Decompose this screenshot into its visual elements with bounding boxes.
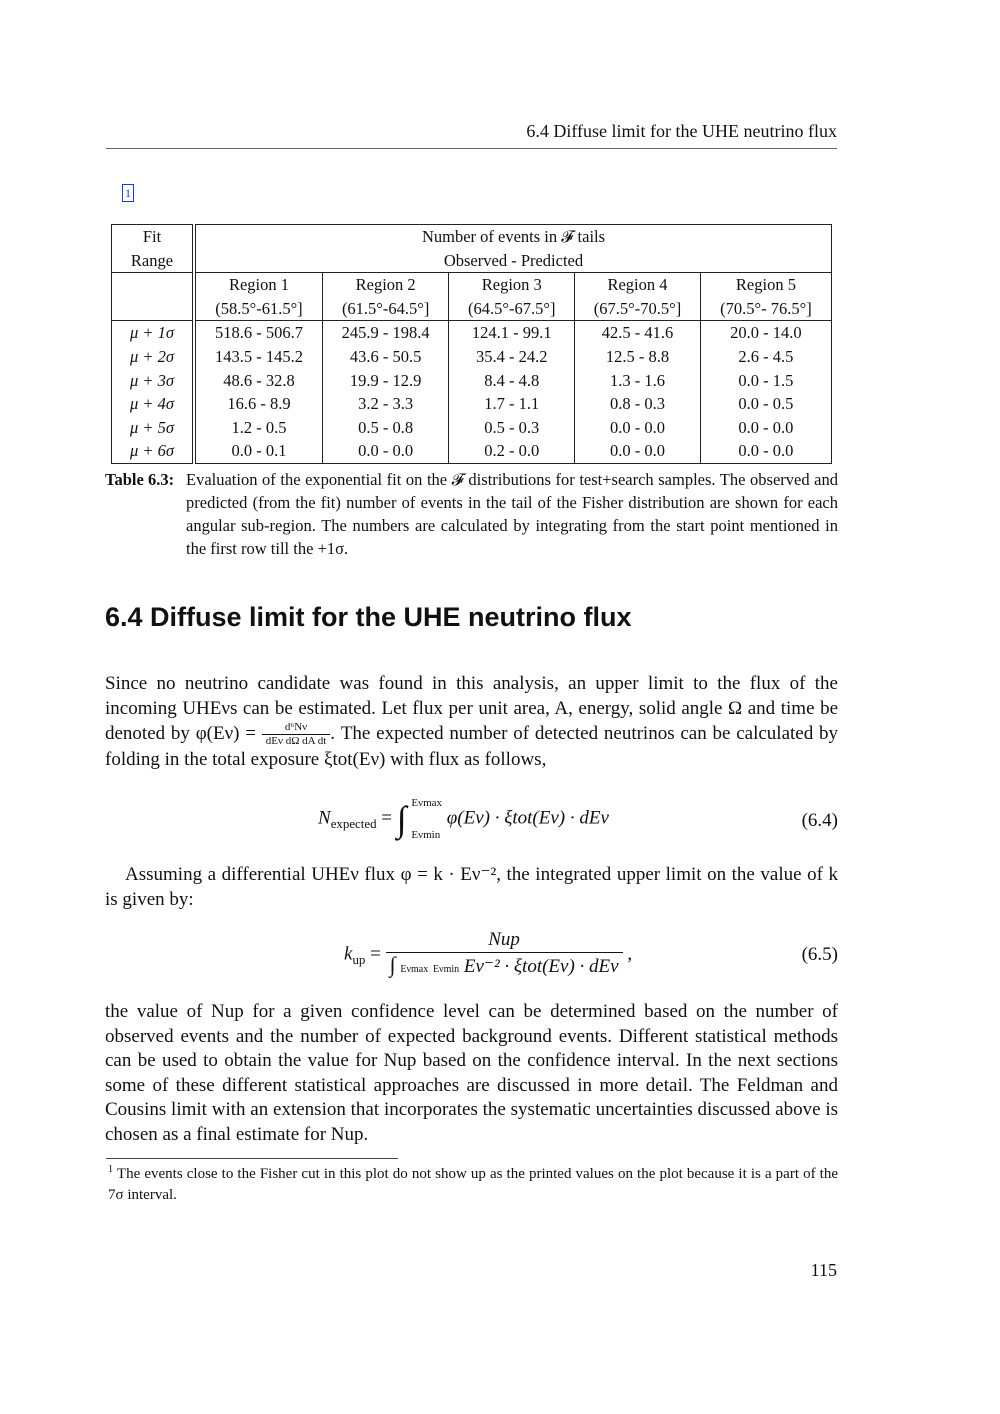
fit-range-cell: μ + 4σ xyxy=(112,392,195,416)
region-name: Region 1 xyxy=(194,273,322,297)
region-range: (61.5°-64.5°] xyxy=(322,297,448,321)
table-cell: 0.0 - 0.0 xyxy=(700,439,831,463)
integral-lower-limit: Eνmin xyxy=(432,964,460,975)
table-cell: 1.7 - 1.1 xyxy=(449,392,575,416)
table-cell: 16.6 - 8.9 xyxy=(194,392,322,416)
equation-lhs-subscript: up xyxy=(352,952,366,968)
table-cell: 20.0 - 14.0 xyxy=(700,321,831,345)
flux-fraction xyxy=(262,721,331,748)
table-subtitle: Observed - Predicted xyxy=(443,250,584,270)
table-header-row xyxy=(112,249,832,273)
table-cell: 35.4 - 24.2 xyxy=(449,345,575,369)
table-cell: 518.6 - 506.7 xyxy=(194,321,322,345)
footnote xyxy=(108,1164,838,1206)
table-cell: 8.4 - 4.8 xyxy=(449,369,575,393)
table-cell: 43.6 - 50.5 xyxy=(322,345,448,369)
table-cell: 0.0 - 0.0 xyxy=(575,416,701,440)
caption-label: Table 6.3: xyxy=(105,470,175,489)
table-cell: 1.2 - 0.5 xyxy=(194,416,322,440)
page-number: 115 xyxy=(810,1260,837,1280)
equation-lhs-subscript: expected xyxy=(330,816,377,832)
fraction-denominator xyxy=(386,953,623,982)
equation-lhs: N xyxy=(318,807,331,829)
table-cell: 2.6 - 4.5 xyxy=(700,345,831,369)
fit-range-cell: μ + 1σ xyxy=(112,321,195,345)
table-cell: 0.0 - 0.5 xyxy=(700,392,831,416)
table-row xyxy=(112,369,832,393)
table-cell: 0.0 - 0.1 xyxy=(194,439,322,463)
table-cell: 0.8 - 0.3 xyxy=(575,392,701,416)
table-cell: 42.5 - 41.6 xyxy=(575,321,701,345)
table-cell: 48.6 - 32.8 xyxy=(194,369,322,393)
fit-header-label: Range xyxy=(130,250,174,270)
integral-limits xyxy=(411,796,442,842)
integral-icon: ∫ xyxy=(389,952,396,977)
running-title: 6.4 Diffuse limit for the UHE neutrino flux xyxy=(526,121,837,141)
fraction-denominator: dEν dΩ dA dt xyxy=(265,735,327,747)
section-heading: 6.4 Diffuse limit for the UHE neutrino flux xyxy=(105,602,632,632)
equation-expected-events: $N_{expected}$ = ∫ Eνmax Eνmin φ(Eν) · ξtot(Eν) · dEν xyxy=(318,797,609,841)
table-cell: 0.0 - 1.5 xyxy=(700,369,831,393)
fit-range-cell: μ + 5σ xyxy=(112,416,195,440)
table-cell: 143.5 - 145.2 xyxy=(194,345,322,369)
region-range: (70.5°- 76.5°] xyxy=(700,297,831,321)
equation-integrand: φ(Eν) · ξtot(Eν) · dEν xyxy=(446,807,609,829)
table-caption xyxy=(105,468,838,560)
table-row xyxy=(112,345,832,369)
integral-lower-limit: Eνmin xyxy=(411,829,441,841)
running-header xyxy=(106,121,837,149)
integral-upper-limit: Eνmax xyxy=(411,797,443,809)
equation-lhs: k xyxy=(344,943,353,965)
upper-limit-fraction xyxy=(386,928,623,982)
table-title: Number of events in 𝓕 tails xyxy=(421,227,606,246)
table-cell: 1.3 - 1.6 xyxy=(575,369,701,393)
footnote-text: The events close to the Fisher cut in this plot do not show up as the printed values on the plot because it is a part of the 7σ interval. xyxy=(108,1166,839,1203)
integral-icon: ∫ xyxy=(396,799,407,839)
paragraph-conclusion: the value of Nup for a given confidence level can be determined based on the number of observed events and the number of expected background events. Different statistical methods can be used to obtain the value for Nup based on the confidence interval. In the next sections some of these different statistical approaches are discussed in more detail. The Feldman and Cousins limit with an extension that incorporates the systematic uncertainties discussed above is chosen as a final estimate for Nup. xyxy=(105,1001,838,1145)
equation-number: (6.4) xyxy=(801,810,838,831)
table-cell: 245.9 - 198.4 xyxy=(322,321,448,345)
table-cell: 19.9 - 12.9 xyxy=(322,369,448,393)
region-range: (67.5°-70.5°] xyxy=(575,297,701,321)
fit-header-cell xyxy=(112,225,195,249)
paragraph-text: . The expected number of detected neutrinos can be calculated by folding in the total exposure ξtot(Eν) with flux as follows, xyxy=(105,722,838,770)
events-table xyxy=(111,224,832,464)
denominator-text: Eν⁻² · ξtot(Eν) · dEν xyxy=(463,956,619,977)
table-cell: 0.0 - 0.0 xyxy=(575,439,701,463)
table-cell: 124.1 - 99.1 xyxy=(449,321,575,345)
integral-upper-limit: Eνmax xyxy=(400,964,429,975)
fraction-numerator xyxy=(386,928,623,953)
table-cell: 0.2 - 0.0 xyxy=(449,439,575,463)
region-range-row xyxy=(112,297,832,321)
table-cell: 12.5 - 8.8 xyxy=(575,345,701,369)
paragraph-intro xyxy=(105,672,838,773)
table-subtitle-cell xyxy=(194,249,832,273)
region-name: Region 4 xyxy=(575,273,701,297)
region-name: Region 3 xyxy=(449,273,575,297)
fit-range-cell: μ + 3σ xyxy=(112,369,195,393)
region-range: (58.5°-61.5°] xyxy=(194,297,322,321)
table-row xyxy=(112,416,832,440)
equation-upper-limit: $k_{up}$ = $\frac{\text{Nup}}{\text{∫ Eνmax Eνmin Eν⁻² · ξtot(Eν) · dEν}}$ , xyxy=(344,928,632,982)
empty-cell xyxy=(112,273,195,297)
caption-text: Evaluation of the exponential fit on the 𝓕 distributions for test+search samples. The observed and predicted (from the fit) number of events in the tail of the Fisher distribution are shown for each angular sub-region. The numbers are calculated by integrating from the start point mentioned in the first row till the +1σ. xyxy=(186,470,838,558)
region-name-row xyxy=(112,273,832,297)
paragraph-text: Since no neutrino candidate was found in this analysis, an upper limit to the flux of the incoming UHEνs can be estimated. Let flux per unit area, A, energy, solid angle Ω and time be denoted by φ(Eν) = xyxy=(105,673,838,744)
empty-cell xyxy=(112,297,195,321)
fraction-numerator: d⁶Nν xyxy=(262,721,331,735)
numerator-text: Nup xyxy=(488,929,520,950)
table-title-cell xyxy=(194,225,832,249)
table-row xyxy=(112,321,832,345)
fit-range-cell: μ + 6σ xyxy=(112,439,195,463)
region-range: (64.5°-67.5°] xyxy=(449,297,575,321)
table-cell: 0.0 - 0.0 xyxy=(700,416,831,440)
footnote-link[interactable]: 1 xyxy=(122,184,134,202)
table-row xyxy=(112,439,832,463)
fit-header-label: Fit xyxy=(142,227,162,246)
paragraph-assumption: Assuming a differential UHEν flux φ = k · Eν⁻², the integrated upper limit on the value of k is given by: xyxy=(105,864,838,910)
table-header-row xyxy=(112,225,832,249)
region-name: Region 2 xyxy=(322,273,448,297)
footnote-divider xyxy=(106,1158,398,1159)
region-name: Region 5 xyxy=(700,273,831,297)
table-cell: 0.5 - 0.8 xyxy=(322,416,448,440)
table-row xyxy=(112,392,832,416)
equation-number: (6.5) xyxy=(801,944,838,965)
fit-range-cell: μ + 2σ xyxy=(112,345,195,369)
table-cell: 0.5 - 0.3 xyxy=(449,416,575,440)
fit-header-cell xyxy=(112,249,195,273)
footnote-mark: 1 xyxy=(108,1164,114,1175)
table-cell: 3.2 - 3.3 xyxy=(322,392,448,416)
table-cell: 0.0 - 0.0 xyxy=(322,439,448,463)
